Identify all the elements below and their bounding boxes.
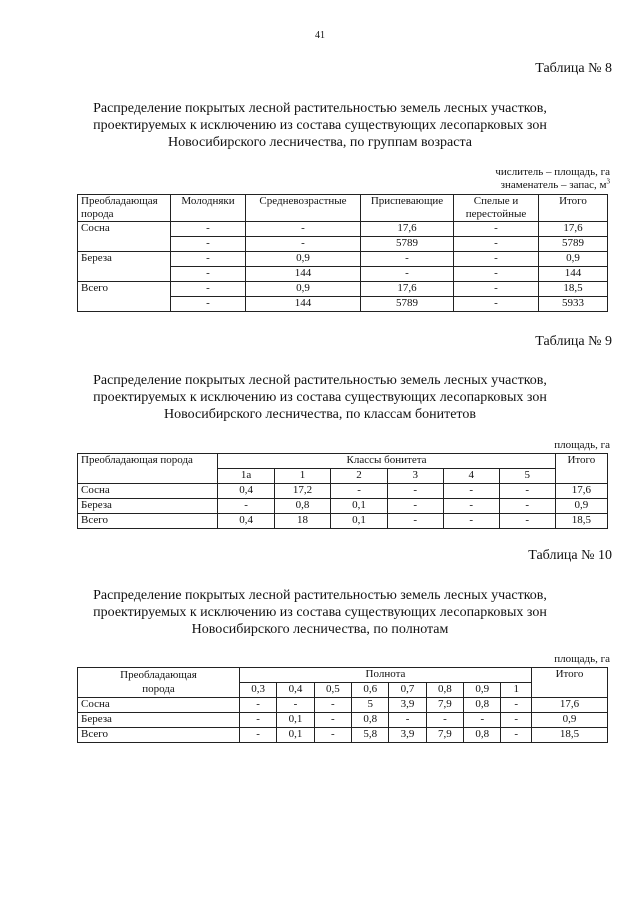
heading-line: Распределение покрытых лесной растительностью земель лесных участков, — [93, 373, 547, 388]
table-8-heading — [70, 100, 570, 151]
species-cell: Береза — [78, 713, 240, 728]
heading-line: Новосибирского лесничества, по классам бонитетов — [164, 407, 476, 422]
heading-line: Новосибирского лесничества, по полнотам — [191, 622, 449, 637]
heading-line: проектируемых к исключению из состава существующих лесопарковых зон — [93, 390, 547, 405]
table-8 — [77, 194, 608, 312]
species-cell: Всего — [78, 728, 240, 743]
table-9-label: Таблица № 9 — [535, 334, 612, 349]
table-10-label: Таблица № 10 — [528, 548, 612, 563]
table-8-unit — [495, 166, 610, 192]
unit-line: знаменатель – запас, $м^3$ — [500, 177, 610, 191]
species-cell: Сосна — [78, 484, 218, 499]
header-cell: Преобладающая порода — [78, 195, 171, 222]
species-cell: Всего — [78, 282, 171, 312]
header-cell: Молодняки — [171, 195, 246, 222]
header-cell: Преобладающая порода — [78, 454, 218, 484]
table-10-heading — [70, 587, 570, 638]
table-row: - - 5789 - 5789 — [78, 237, 608, 252]
table-row: Всего 0,4 18 0,1 - - - 18,5 — [78, 514, 608, 529]
table-row: Сосна - - - 5 3,9 7,9 0,8 - 17,6 — [78, 698, 608, 713]
table-row: - 144 - - 144 — [78, 267, 608, 282]
header-cell: Классы бонитета — [218, 454, 555, 469]
header-cell: Итого — [539, 195, 608, 222]
header-cell: Полнота — [239, 668, 531, 683]
heading-line: Распределение покрытых лесной растительностью земель лесных участков, — [93, 101, 547, 116]
header-cell: Средневозрастные — [246, 195, 361, 222]
header-cell: Спелые и перестойные — [454, 195, 539, 222]
table-row: Сосна 0,4 17,2 - - - - 17,6 — [78, 484, 608, 499]
species-cell: Всего — [78, 514, 218, 529]
table-10: Преобладающая порода Полнота Итого 0,3 0,4 0,5 0,6 0,7 0,8 0,9 1 Сосна - - - 5 3,9 7,9 0,8 - 17,6 Береза - 0,1 - 0,8 - - - - 0,9 Всего - 0,1 - 5,8 3,9 7,9 0,8 - 18,5 — [77, 667, 608, 743]
species-cell: Сосна — [78, 698, 240, 713]
page-number: 41 — [315, 30, 325, 41]
header-cell: Итого — [532, 668, 608, 698]
header-cell: Преобладающая порода — [78, 668, 240, 698]
table-9: Преобладающая порода Классы бонитета Итого 1а 1 2 3 4 5 Сосна 0,4 17,2 - - - - 17,6 Береза - 0,8 0,1 - - - 0,9 Всего 0,4 18 0,1 - - - 18,5 — [77, 453, 608, 529]
header-cell: Итого — [555, 454, 607, 484]
table-row: Береза - 0,1 - 0,8 - - - - 0,9 — [78, 713, 608, 728]
heading-line: проектируемых к исключению из состава существующих лесопарковых зон — [93, 605, 547, 620]
heading-line: проектируемых к исключению из состава существующих лесопарковых зон — [93, 118, 547, 133]
unit-line: числитель – площадь, га — [495, 166, 610, 178]
table-row: Береза - 0,8 0,1 - - - 0,9 — [78, 499, 608, 514]
table-10-unit: площадь, га — [554, 653, 610, 665]
heading-line: Новосибирского лесничества, по группам возраста — [168, 135, 472, 150]
table-row: Сосна - - 17,6 - 17,6 — [78, 222, 608, 237]
table-row: Береза - 0,9 - - 0,9 — [78, 252, 608, 267]
species-cell: Береза — [78, 252, 171, 282]
heading-line: Распределение покрытых лесной растительностью земель лесных участков, — [93, 588, 547, 603]
table-row: - 144 5789 - 5933 — [78, 297, 608, 312]
header-cell: Приспевающие — [361, 195, 454, 222]
species-cell: Сосна — [78, 222, 171, 252]
species-cell: Береза — [78, 499, 218, 514]
table-row: Всего - 0,9 17,6 - 18,5 — [78, 282, 608, 297]
table-row: Всего - 0,1 - 5,8 3,9 7,9 0,8 - 18,5 — [78, 728, 608, 743]
table-8-label: Таблица № 8 — [535, 61, 612, 76]
table-9-unit: площадь, га — [554, 439, 610, 451]
table-9-heading — [70, 372, 570, 423]
